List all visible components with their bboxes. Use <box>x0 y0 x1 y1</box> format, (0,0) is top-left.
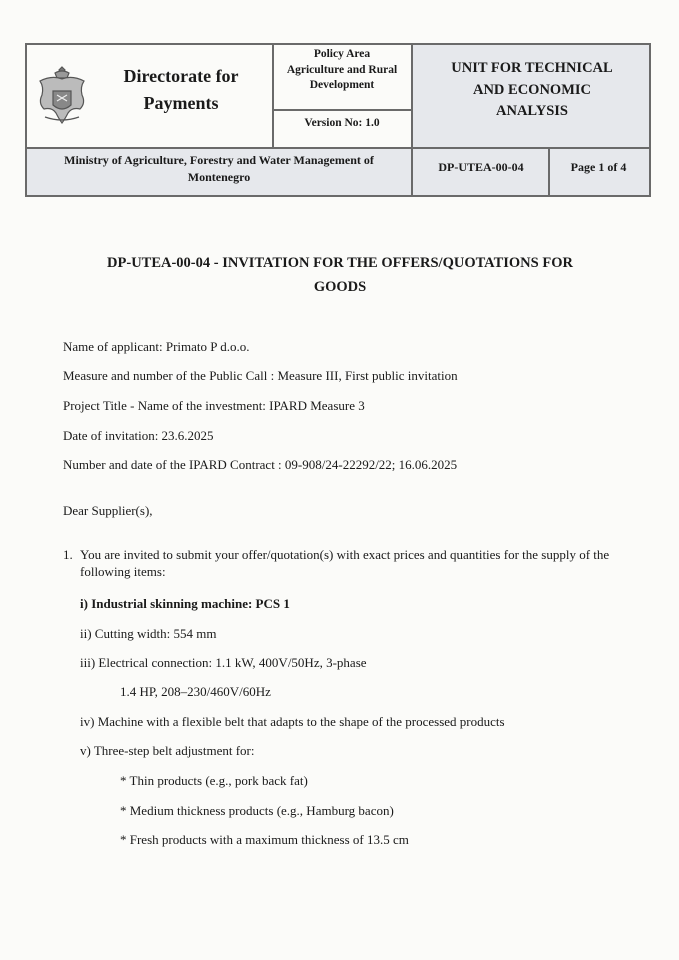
coat-of-arms-icon <box>33 63 91 127</box>
contract-field: Number and date of the IPARD Contract : 09-908/24-22292/22; 16.06.2025 <box>63 457 458 472</box>
date-field: Date of invitation: 23.6.2025 <box>63 428 214 443</box>
directorate-line-1: Directorate for <box>123 66 239 86</box>
bullet-item: * Thin products (e.g., pork back fat) <box>120 773 308 788</box>
applicant-field: Name of applicant: Primato P d.o.o. <box>63 339 250 354</box>
ministry-line-1: Ministry of Agriculture, Forestry and Water Management of <box>64 153 374 167</box>
spec-item: ii) Cutting width: 554 mm <box>80 626 217 641</box>
document-code: DP-UTEA-00-04 <box>438 160 524 174</box>
title-line-2: GOODS <box>313 279 367 295</box>
unit-title <box>413 45 651 147</box>
policy-area-line-3: Development <box>309 79 375 91</box>
document-header <box>25 43 651 197</box>
policy-area-line-2: Agriculture and Rural <box>286 63 398 76</box>
unit-line-3: ANALYSIS <box>496 103 568 119</box>
policy-area <box>273 45 411 107</box>
page-number: Page 1 of 4 <box>570 160 627 174</box>
unit-line-2: AND ECONOMIC <box>472 81 591 98</box>
version-number: Version No: 1.0 <box>304 117 380 129</box>
unit-line-1: UNIT FOR TECHNICAL <box>451 60 613 76</box>
bullet-item: * Fresh products with a maximum thickness of 13.5 cm <box>120 832 409 847</box>
list-item-text: You are invited to submit your offer/quotation(s) with exact prices and quantities for the supply of the following items: <box>80 547 610 579</box>
ministry-line-2: Montenegro <box>187 170 251 184</box>
spec-item: v) Three-step belt adjustment for: <box>80 743 255 758</box>
spec-item: iv) Machine with a flexible belt that adapts to the shape of the processed products <box>80 714 505 729</box>
title-line-1: DP-UTEA-00-04 - INVITATION FOR THE OFFERS/QUOTATIONS FOR <box>107 255 573 271</box>
project-field: Project Title - Name of the investment: IPARD Measure 3 <box>63 398 365 413</box>
spec-item: i) Industrial skinning machine: PCS 1 <box>80 596 290 611</box>
ministry-name <box>27 149 411 195</box>
list-item <box>63 547 633 580</box>
measure-field: Measure and number of the Public Call : Measure III, First public invitation <box>63 368 458 383</box>
bullet-item: * Medium thickness products (e.g., Hamburg bacon) <box>120 803 394 818</box>
directorate-line-2: Payments <box>143 93 219 113</box>
directorate-title <box>91 63 271 117</box>
policy-area-line-1: Policy Area <box>313 48 371 60</box>
spec-item: 1.4 HP, 208–230/460V/60Hz <box>120 684 271 699</box>
greeting: Dear Supplier(s), <box>63 503 153 518</box>
list-item-number: 1. <box>63 547 73 562</box>
document-title <box>60 251 620 299</box>
spec-item: iii) Electrical connection: 1.1 kW, 400V/50Hz, 3-phase <box>80 655 367 670</box>
